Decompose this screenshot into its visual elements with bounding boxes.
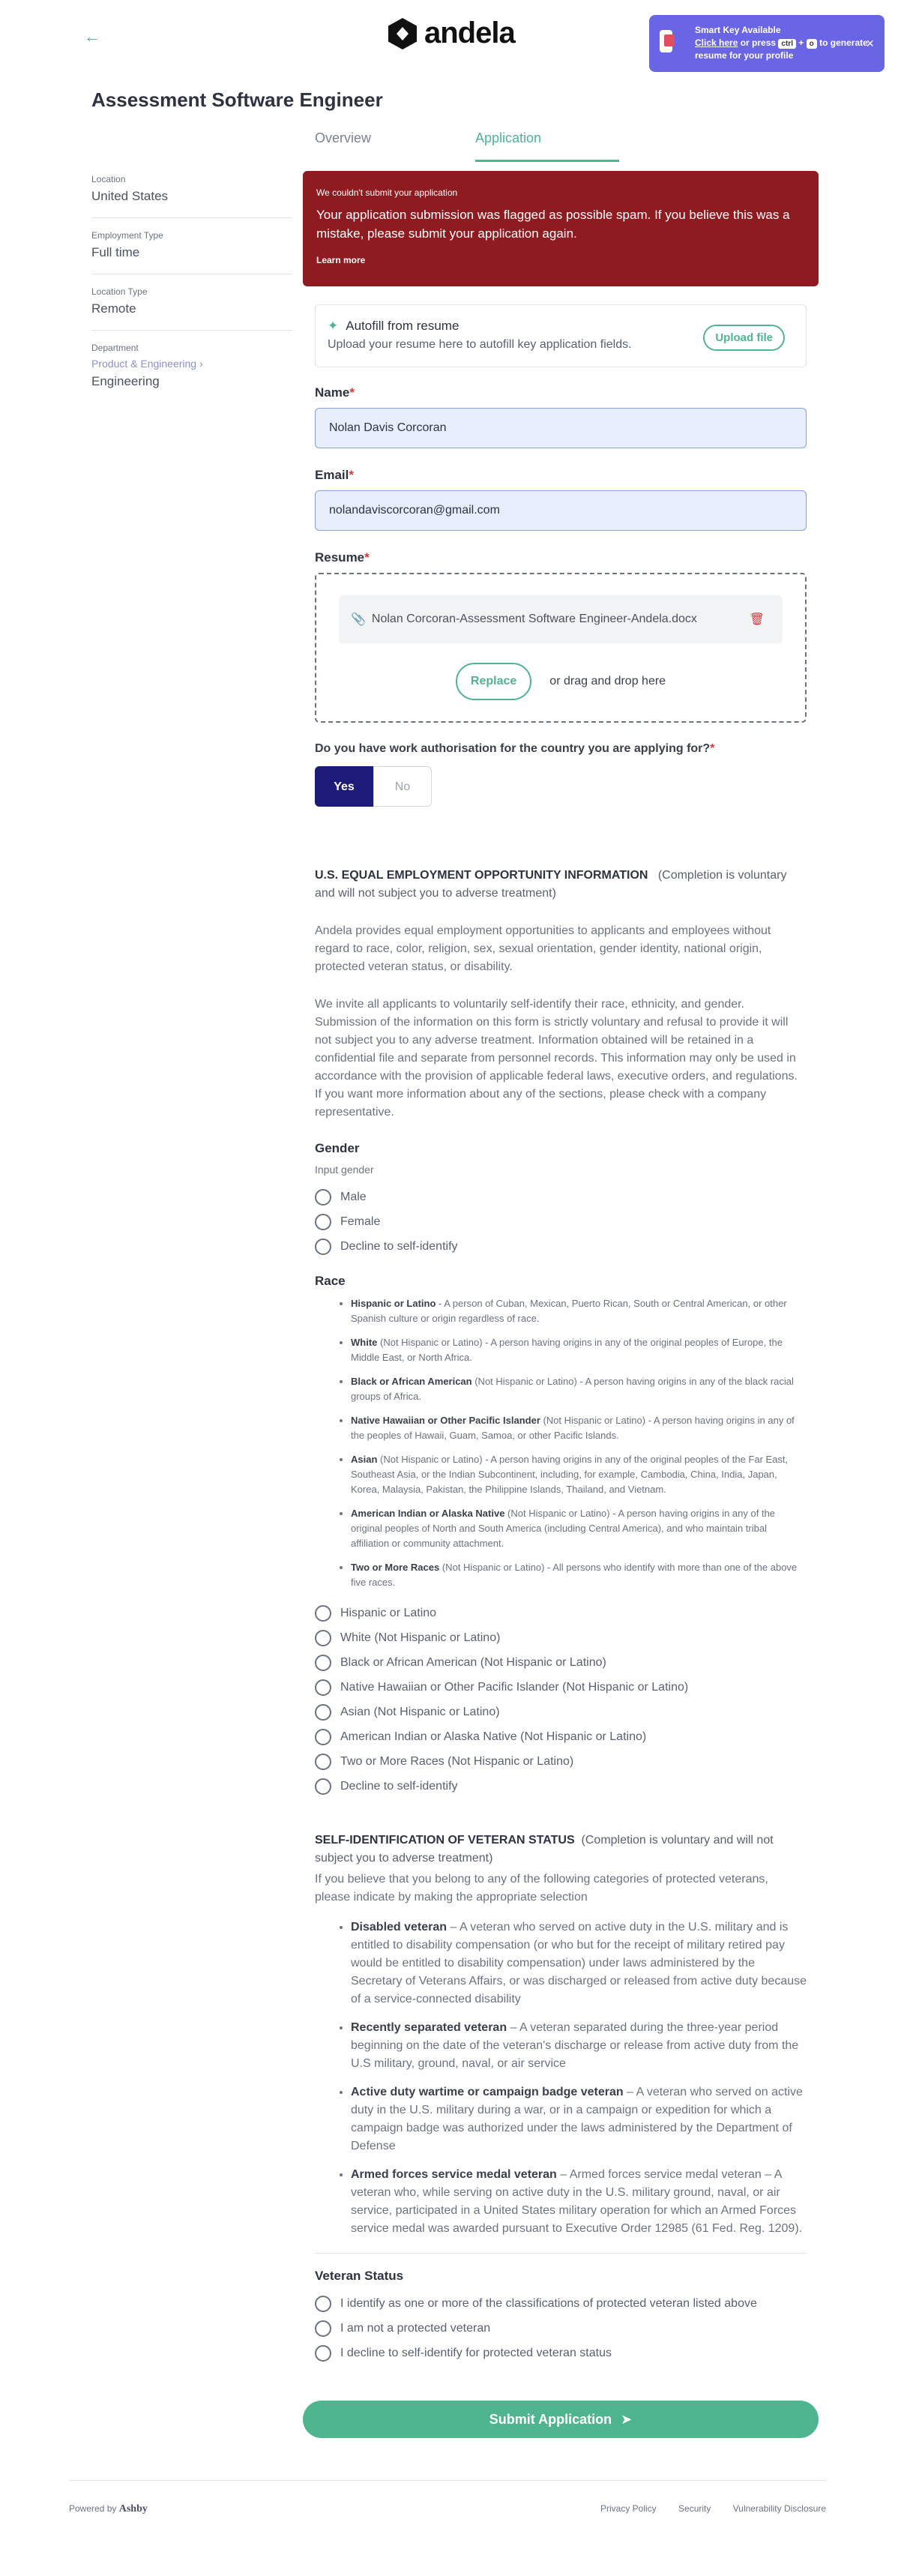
race-option-label: Black or African American (Not Hispanic or Latino) <box>340 1655 606 1669</box>
radio-circle[interactable] <box>315 1704 331 1721</box>
veteran-term: Recently separated veteran <box>351 2021 507 2034</box>
gender-hint: Input gender <box>315 1164 374 1176</box>
veteran-term: Active duty wartime or campaign badge veteran <box>351 2086 624 2098</box>
race-term: Native Hawaiian or Other Pacific Islander <box>351 1415 540 1426</box>
smart-key-text-b: to generate resume for your profile <box>695 37 868 61</box>
race-option-label: White (Not Hispanic or Latino) <box>340 1631 501 1644</box>
race-desc: - A person having origins in any of the original peoples of North and South America (including Central America), and who maintain tribal affiliation or community attachment. <box>351 1508 776 1549</box>
department-link[interactable] <box>91 358 292 370</box>
radio-circle[interactable] <box>315 1189 331 1206</box>
resume-dropzone[interactable] <box>315 573 807 723</box>
department-link-text[interactable]: Product & Engineering <box>91 358 197 370</box>
yes-button[interactable]: Yes <box>315 766 373 807</box>
email-label <box>315 468 807 483</box>
andela-logo <box>388 16 515 50</box>
page-title: Assessment Software Engineer <box>91 88 383 111</box>
name-input[interactable] <box>315 408 807 448</box>
gender-label: Gender <box>315 1141 360 1155</box>
name-label-text: Name <box>315 385 350 400</box>
ashby-logo[interactable]: Ashby <box>118 2503 148 2515</box>
race-options <box>315 1601 807 1799</box>
race-definition <box>351 1335 807 1365</box>
submit-label: Submit Application <box>489 2411 612 2427</box>
andela-hexagon-icon <box>388 18 417 49</box>
radio-circle[interactable] <box>315 1729 331 1745</box>
race-desc: - A person having origins in any of the original peoples of Europe, the Middle East, or North Africa. <box>351 1337 783 1363</box>
upload-file-button[interactable]: Upload file <box>703 325 785 351</box>
autofill-card <box>315 304 807 367</box>
race-term: Two or More Races <box>351 1562 440 1573</box>
race-qualifier: (Not Hispanic or Latino) <box>439 1562 545 1573</box>
race-definition <box>351 1506 807 1551</box>
race-qualifier: (Not Hispanic or Latino) <box>377 1337 483 1348</box>
veteran-desc: – A veteran separated during the three-year period beginning on the date of the veteran's discharge or release from active duty from the U.S military, ground, naval, or air service <box>351 2021 799 2070</box>
paperclip-icon: 📎 <box>351 613 366 626</box>
veteran-heading <box>315 1832 807 1868</box>
resume-label <box>315 550 807 565</box>
veteran-option[interactable] <box>315 2341 807 2365</box>
vulnerability-disclosure-link[interactable]: Vulnerability Disclosure <box>732 2503 826 2514</box>
race-option-label: Two or More Races (Not Hispanic or Latino) <box>340 1754 574 1768</box>
powered-by <box>69 2503 148 2515</box>
race-definition <box>351 1413 807 1443</box>
tab-overview[interactable]: Overview <box>315 130 372 145</box>
radio-circle[interactable] <box>315 1214 331 1230</box>
race-option-label: American Indian or Alaska Native (Not Hispanic or Latino) <box>340 1730 647 1743</box>
privacy-policy-link[interactable]: Privacy Policy <box>600 2503 657 2514</box>
veteran-definition <box>351 2166 807 2238</box>
location-type-label: Location Type <box>91 286 148 297</box>
race-term: American Indian or Alaska Native <box>351 1508 505 1519</box>
veteran-term: Armed forces service medal veteran <box>351 2168 557 2181</box>
close-icon[interactable]: × <box>866 36 874 51</box>
gender-option[interactable] <box>315 1209 807 1234</box>
race-option[interactable] <box>315 1774 807 1799</box>
veteran-definitions <box>315 1919 807 2238</box>
eeo-heading-note: (Completion is voluntary and will not subject you to adverse treatment) <box>315 869 787 900</box>
department-label: Department <box>91 343 139 353</box>
race-desc: - A person of Cuban, Mexican, Puerto Rican, South or Central American, or other Spanish culture or origin regardless of race. <box>351 1298 787 1324</box>
employment-type-item <box>91 230 292 274</box>
replace-button[interactable]: Replace <box>456 663 531 700</box>
application-form <box>315 304 807 2365</box>
race-qualifier: (Not Hispanic or Latino) <box>504 1508 610 1519</box>
veteran-option[interactable] <box>315 2316 807 2341</box>
race-option[interactable] <box>315 1625 807 1650</box>
required-marker: * <box>364 550 370 565</box>
veteran-definition <box>351 1919 807 2008</box>
race-desc: - A person having origins in any of the black racial groups of Africa. <box>351 1376 794 1402</box>
race-definition <box>351 1296 807 1326</box>
gender-options <box>315 1185 807 1259</box>
send-icon: ➤ <box>621 2411 633 2427</box>
location-type-item <box>91 286 292 331</box>
radio-circle[interactable] <box>315 2320 331 2337</box>
department-value: Engineering <box>91 374 160 388</box>
radio-circle[interactable] <box>315 1778 331 1795</box>
veteran-option-label: I identify as one or more of the classifications of protected veteran listed above <box>340 2296 757 2310</box>
email-input[interactable] <box>315 490 807 531</box>
footer-links <box>581 2503 826 2515</box>
race-desc: - A person having origins in any of the peoples of Hawaii, Guam, Samoa, or other Pacific Islands. <box>351 1415 795 1441</box>
gender-option-label: Female <box>340 1215 381 1228</box>
learn-more-link[interactable]: Learn more <box>316 255 366 265</box>
veteran-options <box>315 2291 807 2365</box>
location-item <box>91 174 292 218</box>
required-marker: * <box>710 742 715 755</box>
required-marker: * <box>349 385 355 400</box>
eeo-paragraph-2: We invite all applicants to voluntarily self-identify their race, ethnicity, and gender. Submission of the information on this form is strictly voluntary and refusal to provide it will not subject you to any adverse treatment. Information obtained will be retained in a confidential file and separate from personnel records. This information may only be used in accordance with the provision of applicable federal laws, executive orders, and regulations. If you want more information about any of the sections, please check with a company representative. <box>315 998 798 1119</box>
smart-key-title: Smart Key Available <box>695 25 781 35</box>
employment-type-value: Full time <box>91 245 140 259</box>
race-option-label: Hispanic or Latino <box>340 1606 437 1619</box>
tab-bar <box>315 126 619 162</box>
location-value: United States <box>91 189 169 203</box>
race-option[interactable] <box>315 1724 807 1749</box>
autofill-title: Autofill from resume <box>346 319 459 333</box>
veteran-definition <box>351 2083 807 2155</box>
no-button[interactable]: No <box>373 766 432 807</box>
resume-filename: Nolan Corcoran-Assessment Software Engineer-Andela.docx <box>371 613 697 625</box>
radio-circle[interactable] <box>315 2296 331 2312</box>
employment-type-label: Employment Type <box>91 230 163 241</box>
veteran-status-label: Veteran Status <box>315 2269 404 2283</box>
race-option-label: Asian (Not Hispanic or Latino) <box>340 1705 500 1718</box>
alert-title: We couldn't submit your application <box>316 187 458 198</box>
radio-circle[interactable] <box>315 2345 331 2362</box>
race-term: Black or African American <box>351 1376 472 1387</box>
submit-application-button[interactable] <box>303 2401 819 2438</box>
race-definition <box>351 1374 807 1404</box>
veteran-option-label: I am not a protected veteran <box>340 2321 491 2335</box>
eeo-paragraph-1: Andela provides equal employment opportunities to applicants and employees without regard to race, color, religion, sex, sexual orientation, gender identity, national origin, protected veteran status, or disability. <box>315 924 771 973</box>
drop-text: or drag and drop here <box>549 675 666 687</box>
radio-circle[interactable] <box>315 1605 331 1622</box>
spam-error-alert <box>303 171 819 286</box>
race-term: Hispanic or Latino <box>351 1298 436 1309</box>
eeo-heading <box>315 867 807 903</box>
race-option-label: Native Hawaiian or Other Pacific Islander (Not Hispanic or Latino) <box>340 1680 689 1694</box>
veteran-desc: – Armed forces service medal veteran – A veteran who, while serving on active duty in the U.S. military ground, naval, or air service, participated in a United States military operation for which an Armed Forces service medal was awarded pursuant to Executive Order 12985 (61 Fed. Reg. 1209). <box>351 2168 803 2235</box>
race-option[interactable] <box>315 1700 807 1724</box>
smart-key-text-a: or press <box>738 37 779 48</box>
smart-key-plus: + <box>795 37 807 48</box>
veteran-option[interactable] <box>315 2291 807 2316</box>
autofill-subtitle: Upload your resume here to autofill key application fields. <box>328 338 632 351</box>
job-details-sidebar <box>91 174 292 415</box>
smart-key-banner <box>649 15 885 72</box>
veteran-heading-title: SELF-IDENTIFICATION OF VETERAN STATUS <box>315 1834 575 1847</box>
veteran-definition <box>351 2019 807 2073</box>
race-definitions <box>315 1296 807 1590</box>
back-arrow-icon[interactable]: ← <box>84 27 100 46</box>
location-label: Location <box>91 174 126 184</box>
trash-icon[interactable]: 🗑 <box>749 613 765 626</box>
race-definition <box>351 1452 807 1497</box>
race-label: Race <box>315 1274 346 1288</box>
race-desc: - A person having origins in any of the original peoples of the Far East, Southeast Asia, or the Indian Subcontinent, including, for example, Cambodia, China, India, Japan, Korea, Malaysia, Pakistan, the Philippine Islands, Thailand, and Vietnam. <box>351 1454 789 1495</box>
radio-circle[interactable] <box>315 1754 331 1770</box>
work-auth-question <box>315 742 807 756</box>
eeo-heading-title: U.S. EQUAL EMPLOYMENT OPPORTUNITY INFORMATION <box>315 869 648 882</box>
location-type-value: Remote <box>91 301 136 316</box>
gender-option[interactable] <box>315 1234 807 1259</box>
race-option[interactable] <box>315 1601 807 1625</box>
veteran-option-label: I decline to self-identify for protected veteran status <box>340 2346 612 2359</box>
gender-option[interactable] <box>315 1185 807 1209</box>
powered-by-text: Powered by <box>69 2503 117 2514</box>
race-definition <box>351 1560 807 1590</box>
veteran-desc: – A veteran who served on active duty in the U.S. military and is entitled to disability compensation (or who but for the receipt of military retired pay would be entitled to disability compensation) under laws administered by the Secretary of Veterans Affairs, or was discharged or released from active duty because of a service-connected disability <box>351 1921 807 2005</box>
work-auth-question-text: Do you have work authorisation for the country you are applying for? <box>315 742 711 755</box>
radio-circle[interactable] <box>315 1239 331 1255</box>
race-qualifier: (Not Hispanic or Latino) <box>540 1415 646 1426</box>
resume-label-text: Resume <box>315 550 365 565</box>
security-link[interactable]: Security <box>678 2503 711 2514</box>
work-auth-toggle <box>315 766 807 807</box>
tab-application[interactable]: Application <box>475 126 619 162</box>
divider <box>315 2253 807 2254</box>
ctrl-key: ctrl <box>778 39 796 49</box>
race-option[interactable] <box>315 1675 807 1700</box>
smart-key-link[interactable]: Click here <box>695 37 738 48</box>
veteran-intro: If you believe that you belong to any of the following categories of protected veterans, please indicate by making the appropriate selection <box>315 1873 768 1904</box>
race-qualifier: (Not Hispanic or Latino) <box>377 1454 483 1465</box>
chevron-right-icon: › <box>199 358 203 370</box>
race-desc: - All persons who identify with more than one of the above five races. <box>351 1562 798 1588</box>
o-key: o <box>807 39 817 49</box>
race-term: White <box>351 1337 378 1348</box>
race-option[interactable] <box>315 1650 807 1675</box>
radio-circle[interactable] <box>315 1679 331 1696</box>
radio-circle[interactable] <box>315 1630 331 1646</box>
resume-icon <box>660 30 672 52</box>
race-term: Asian <box>351 1454 378 1465</box>
magic-wand-icon: ✦ <box>328 319 339 333</box>
veteran-desc: – A veteran who served on active duty in the U.S. military during a war, or in a campaign or expedition for which a campaign badge was authorized under the laws administered by the Department of Defense <box>351 2086 803 2152</box>
race-option-label: Decline to self-identify <box>340 1779 458 1793</box>
gender-option-label: Male <box>340 1190 367 1203</box>
alert-message: Your application submission was flagged as possible spam. If you believe this was a mistake, please submit your application again. <box>316 208 790 241</box>
radio-circle[interactable] <box>315 1655 331 1671</box>
name-label <box>315 385 807 400</box>
uploaded-file <box>339 595 783 643</box>
required-marker: * <box>349 468 354 482</box>
department-item <box>91 343 292 403</box>
race-qualifier: (Not Hispanic or Latino) <box>471 1376 577 1387</box>
race-option[interactable] <box>315 1749 807 1774</box>
veteran-term: Disabled veteran <box>351 1921 448 1933</box>
footer <box>69 2480 826 2515</box>
veteran-heading-note: (Completion is voluntary and will not subject you to adverse treatment) <box>315 1834 774 1865</box>
email-label-text: Email <box>315 468 349 482</box>
gender-option-label: Decline to self-identify <box>340 1239 458 1253</box>
brand-name: andela <box>424 16 515 49</box>
